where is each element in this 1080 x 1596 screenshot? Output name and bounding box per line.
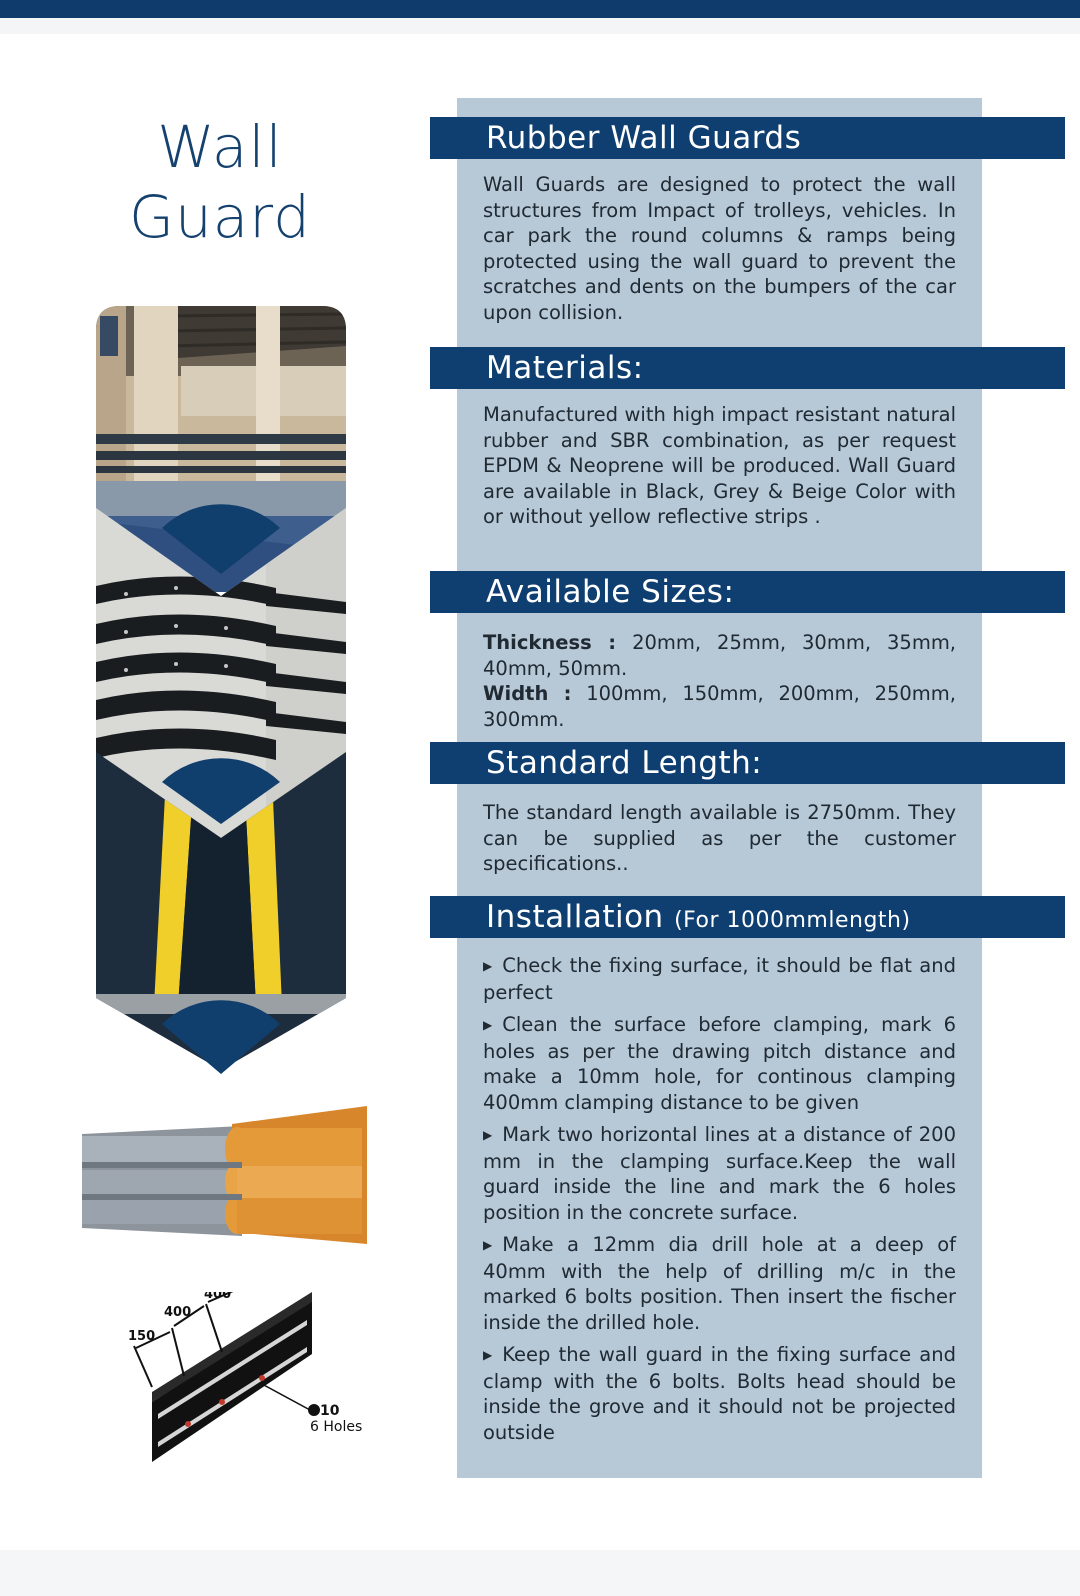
heading-standard-length: Standard Length: <box>430 742 1065 784</box>
list-item: ▶ Make a 12mm dia drill hole at a deep of 40mm with the help of drilling m/c in the marked 6 bolts position. Then insert the fischer inside the drilled hole. <box>483 1233 956 1334</box>
dim-pitch-a-label: 400 <box>164 1305 192 1320</box>
bullet-triangle-icon: ▶ <box>483 1238 493 1252</box>
list-item: ▶ Mark two horizontal lines at a distance of 200 mm in the clamping surface.Keep the wall guard inside the line and mark the 6 holes position in the concrete surface. <box>483 1123 956 1224</box>
tube-wall-guard-photo <box>82 1106 376 1256</box>
bullet-triangle-icon: ▶ <box>483 1128 493 1142</box>
dim-first-label: 150 <box>128 1329 156 1344</box>
bottom-band <box>0 1550 1080 1596</box>
thickness-value: 20mm, 25mm, 30mm, 35mm, 40mm, 50mm. <box>483 631 957 680</box>
list-item: ▶ Clean the surface before clamping, mark 6 holes as per the drawing pitch distance and make a 10mm hole, for continous clamping 400mm clamping distance to be given <box>483 1013 956 1114</box>
hole-dia-label: 10 <box>320 1403 340 1419</box>
installation-subheading: (For 1000mmlength) <box>674 908 911 933</box>
width-value: 100mm, 150mm, 200mm, 250mm, 300mm. <box>483 682 956 731</box>
bullet-triangle-icon: ▶ <box>483 959 493 973</box>
heading-rubber-wall-guards: Rubber Wall Guards <box>430 117 1065 159</box>
top-bar <box>0 0 1080 18</box>
title-line-2: Guard <box>129 183 311 251</box>
top-bar-shadow <box>0 18 1080 34</box>
bullet-triangle-icon: ▶ <box>483 1348 493 1362</box>
hole-count-label: 6 Holes <box>310 1419 363 1435</box>
decorative-disc-3 <box>162 1000 280 1074</box>
heading-installation: Installation (For 1000mmlength) <box>430 896 1065 938</box>
thickness-label: Thickness : <box>483 631 617 654</box>
length-description: The standard length available is 2750mm. They can be supplied as per the customer specifications.. <box>483 801 956 875</box>
width-label: Width : <box>483 682 572 705</box>
bullet-triangle-icon: ▶ <box>483 1018 493 1032</box>
product-photo-collage <box>96 306 346 1086</box>
list-item: ▶ Check the fixing surface, it should be flat and perfect <box>483 954 956 1004</box>
materials-description: Manufactured with high impact resistant natural rubber and SBR combination, as per request EPDM & Neoprene will be produced. Wall Guard are available in Black, Grey & Beige Color with or without yellow reflective strips . <box>483 403 956 528</box>
page-title <box>100 112 340 252</box>
heading-materials: Materials: <box>430 347 1065 389</box>
dim-pitch-b-label: 400 <box>204 1292 232 1302</box>
sizes-description <box>483 630 956 732</box>
rubber-description: Wall Guards are designed to protect the wall structures from Impact of trolleys, vehicles. In car park the round columns & ramps being protected using the wall guard to prevent the scratches and dents on the bumpers of the car upon collision. <box>483 173 956 324</box>
installation-steps <box>483 953 956 1452</box>
installation-drawing <box>122 1292 382 1492</box>
heading-available-sizes: Available Sizes: <box>430 571 1065 613</box>
title-line-1: Wall <box>157 113 283 181</box>
list-item: ▶ Keep the wall guard in the fixing surface and clamp with the 6 bolts. Bolts head should be inside the grove and it should not be projected outside <box>483 1343 956 1444</box>
